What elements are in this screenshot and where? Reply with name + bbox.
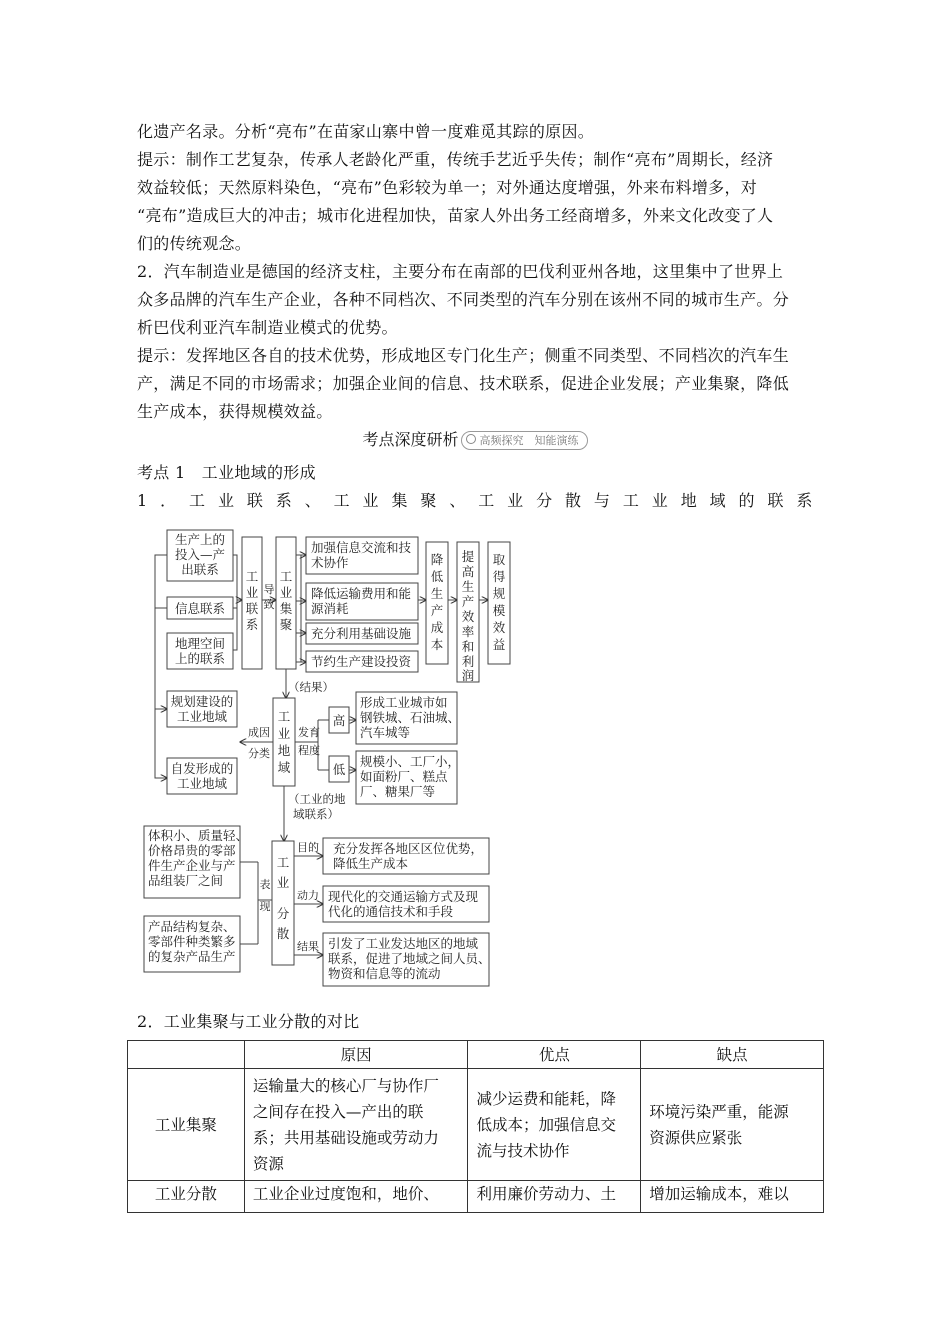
tigao-char: 生	[461, 579, 475, 594]
b2-line: 降低运输费用和能	[311, 586, 412, 601]
heading-char: ．	[160, 491, 177, 510]
heading-char: 地	[680, 491, 697, 510]
hint2-line: 提示：发挥地区各自的技术优势，形成地区专门化生产；侧重不同类型、不同档次的汽车生	[137, 346, 790, 365]
cons-line: 资源供应紧张	[649, 1128, 743, 1147]
purpose-label: 目的	[297, 841, 319, 854]
reason-line: 运输量大的核心厂与协作厂	[252, 1076, 439, 1095]
table-row	[128, 1069, 824, 1181]
category-label: 分类	[248, 747, 270, 760]
jiangdi-char: 生	[430, 586, 444, 601]
table-header-cell: 原因	[244, 1041, 468, 1069]
tigao-char: 和	[461, 639, 475, 654]
kaodian-heading: 考点 1 工业地域的形成	[137, 463, 316, 482]
left1-line: 生产上的	[174, 532, 226, 547]
heading-char: 工	[622, 491, 640, 510]
cons-cell: 增加运输成本，难以	[641, 1181, 824, 1213]
heading-char: 域	[709, 491, 726, 510]
jiju-char: 工	[279, 569, 293, 584]
jiangdi-char: 产	[430, 603, 444, 618]
heading-char: 业	[507, 491, 524, 510]
lt1-line: 品组装厂之间	[148, 873, 224, 888]
heading-char: 业	[651, 491, 669, 510]
low-label: 低	[332, 762, 346, 777]
lianxi-char: 业	[245, 585, 259, 600]
heading-char: 分	[536, 491, 553, 510]
item2-heading: 2．工业集聚与工业分散的对比	[137, 1012, 360, 1031]
lt2-line: 的复杂产品生产	[148, 949, 236, 964]
high-label: 高	[332, 713, 346, 728]
table-header-cell	[128, 1041, 245, 1069]
item2-block	[137, 1008, 813, 1036]
lt1-line: 体积小、质量轻、	[148, 828, 249, 843]
heading-char: 、	[304, 491, 322, 510]
b2-line: 源消耗	[311, 601, 349, 616]
question2-line: 2．汽车制造业是德国的经济支柱，主要分布在南部的巴伐利亚州各地，这里集中了世界上	[137, 262, 784, 281]
tigao-char: 产	[461, 594, 475, 609]
table-header-cell: 优点	[468, 1041, 641, 1069]
fensan-char: 业	[276, 875, 290, 890]
section-title-text: 考点深度研析	[362, 430, 459, 449]
question2-line: 析巴伐利亚汽车制造业模式的优势。	[137, 318, 398, 337]
row-name-cell: 工业集聚	[128, 1069, 245, 1181]
r3-line: 联系，促进了地域之间人员、	[328, 951, 491, 966]
regional-link-label: 域联系）	[293, 807, 339, 821]
jiju-char: 聚	[279, 617, 293, 632]
r3-line: 引发了工业发达地区的地域	[328, 936, 479, 951]
intro-line: 化遗产名录。分析“亮布”在苗家山寨中曾一度难觅其踪的原因。	[137, 122, 595, 141]
tigao-char: 利	[461, 654, 475, 669]
b1-line: 术协作	[311, 555, 349, 570]
section-badge-text: 高频探究 知能演练	[479, 434, 579, 447]
table-header-cell: 缺点	[641, 1041, 824, 1069]
b3-text: 充分利用基础设施	[311, 626, 412, 641]
diyu-char: 域	[277, 760, 291, 775]
reason-line: 之间存在投入—产出的联	[252, 1102, 424, 1121]
hint1-line: 们的传统观念。	[137, 234, 252, 253]
left3-line: 上的联系	[174, 651, 226, 666]
lianxi-char: 工	[245, 569, 259, 584]
row-name-cell: 工业分散	[128, 1181, 245, 1213]
low-desc-line: 如面粉厂、糕点	[360, 769, 448, 784]
jiju-char: 业	[279, 585, 293, 600]
high-desc-line: 形成工业城市如	[360, 695, 448, 710]
heading-char: 与	[593, 491, 611, 510]
table-header-row	[128, 1041, 824, 1069]
qude-char: 规	[492, 586, 506, 601]
high-desc-line: 钢铁城、石油城、	[360, 710, 461, 725]
tigao-char: 效	[461, 609, 475, 624]
qude-char: 模	[492, 603, 506, 618]
r2-line: 现代化的交通运输方式及现	[328, 889, 479, 904]
hint2-line: 生产成本，获得规模效益。	[137, 402, 333, 421]
heading-char: 业	[362, 491, 379, 510]
tigao-char: 率	[461, 624, 475, 639]
left1-line: 出联系	[181, 562, 219, 577]
heading-char: 联	[767, 491, 784, 510]
left3-line: 地理空间	[174, 636, 226, 651]
heading-char: 工	[333, 491, 350, 510]
jiju-char: 集	[279, 601, 293, 616]
diyu-char: 工	[277, 709, 291, 724]
pros-line: 低成本；加强信息交	[476, 1115, 616, 1134]
qude-char: 取	[492, 552, 506, 567]
heading-char: 聚	[420, 491, 437, 510]
pros-line: 流与技术协作	[476, 1141, 570, 1160]
diyu-char: 地	[277, 743, 291, 758]
lt2-line: 零部件种类繁多	[148, 934, 236, 949]
reason-cell: 工业企业过度饱和，地价、	[244, 1181, 468, 1213]
low-desc-line: 规模小、工厂小，	[360, 754, 461, 769]
tigao-char: 提	[461, 549, 475, 564]
degree-label: 程度	[298, 744, 320, 757]
jiangdi-char: 低	[430, 569, 444, 584]
heading-char: 工	[478, 491, 495, 510]
heading-char: 业	[217, 491, 235, 510]
lianxi-char: 联	[245, 601, 259, 616]
r1-line: 降低生产成本	[333, 856, 409, 871]
qude-char: 效	[492, 620, 506, 635]
table-row	[128, 1181, 824, 1213]
r2-line: 代化的通信技术和手段	[328, 904, 454, 919]
regional-link-label: （工业的地	[288, 792, 346, 806]
high-desc-line: 汽车城等	[360, 725, 411, 740]
cause-label: 成因	[248, 726, 270, 739]
pros-line: 减少运费和能耗，降	[476, 1089, 616, 1108]
heading-char: 的	[738, 491, 755, 510]
low-desc-line: 厂、糖果厂等	[360, 784, 436, 799]
spontaneous-line: 自发形成的	[170, 761, 234, 776]
left1-line: 投入—产	[174, 547, 226, 562]
jiangdi-char: 成	[430, 620, 444, 635]
heading-char: 散	[565, 491, 582, 510]
daozhi-char: 致	[263, 598, 275, 611]
qude-char: 得	[492, 569, 506, 584]
heading-char: 集	[391, 491, 408, 510]
heading-char: 、	[449, 491, 466, 510]
tigao-char: 润	[461, 668, 475, 683]
reason-line: 系；共用基础设施或劳动力	[252, 1128, 439, 1147]
left2-text: 信息联系	[174, 601, 226, 616]
result-label: （结果）	[288, 680, 334, 694]
cons-line: 环境污染严重，能源	[649, 1102, 789, 1121]
planned-line: 工业地域	[176, 709, 228, 724]
planned-line: 规划建设的	[170, 694, 234, 709]
comparison-table	[127, 1040, 824, 1213]
pros-cell	[468, 1069, 641, 1181]
pros-cell: 利用廉价劳动力、土	[468, 1181, 641, 1213]
heading-char: 1	[137, 491, 148, 510]
reason-cell	[244, 1069, 468, 1181]
driver-label: 动力	[297, 889, 319, 902]
result2-label: 结果	[297, 940, 319, 953]
jiangdi-char: 本	[430, 637, 444, 652]
lt1-line: 件生产企业与产	[148, 858, 236, 873]
hint1-line: “亮布”造成巨大的冲击；城市化进程加快，苗家人外出务工经商增多，外来文化改变了人	[137, 206, 774, 225]
heading-char: 工	[189, 491, 206, 510]
development-label: 发育	[298, 726, 320, 739]
cons-cell	[641, 1069, 824, 1181]
hint1-line: 提示：制作工艺复杂，传承人老龄化严重，传统手艺近乎失传；制作“亮布”周期长，经济	[137, 150, 774, 169]
qude-char: 益	[492, 637, 506, 652]
tigao-char: 高	[461, 564, 475, 579]
r3-line: 物资和信息等的流动	[328, 966, 441, 981]
question2-line: 众多品牌的汽车生产企业，各种不同档次、不同类型的汽车分别在该州不同的城市生产。分	[137, 290, 790, 309]
fensan-char: 工	[276, 855, 290, 870]
lianxi-char: 系	[245, 617, 259, 632]
biao-label: 表	[259, 878, 271, 891]
daozhi-char: 导	[263, 583, 275, 596]
r1-line: 充分发挥各地区区位优势，	[333, 841, 484, 856]
b4-text: 节约生产建设投资	[311, 654, 412, 669]
hint2-line: 产，满足不同的市场需求；加强企业间的信息、技术联系，促进企业发展；产业集聚，降低	[137, 374, 790, 393]
diyu-char: 业	[277, 726, 291, 741]
heading-char: 系	[796, 491, 813, 510]
xian-label: 现	[259, 900, 271, 913]
fensan-char: 散	[276, 926, 290, 941]
b1-line: 加强信息交流和技	[311, 540, 412, 555]
lt2-line: 产品结构复杂、	[148, 919, 236, 934]
jiangdi-char: 降	[430, 552, 444, 567]
heading-char: 联	[246, 491, 264, 510]
heading-char: 系	[275, 491, 293, 510]
fensan-char: 分	[276, 906, 290, 921]
hint1-line: 效益较低；天然原料染色，“亮布”色彩较为单一；对外通达度增强，外来布料增多，对	[137, 178, 758, 197]
lt1-line: 价格昂贵的零部	[148, 843, 236, 858]
spontaneous-line: 工业地域	[176, 776, 228, 791]
reason-line: 资源	[252, 1154, 284, 1173]
